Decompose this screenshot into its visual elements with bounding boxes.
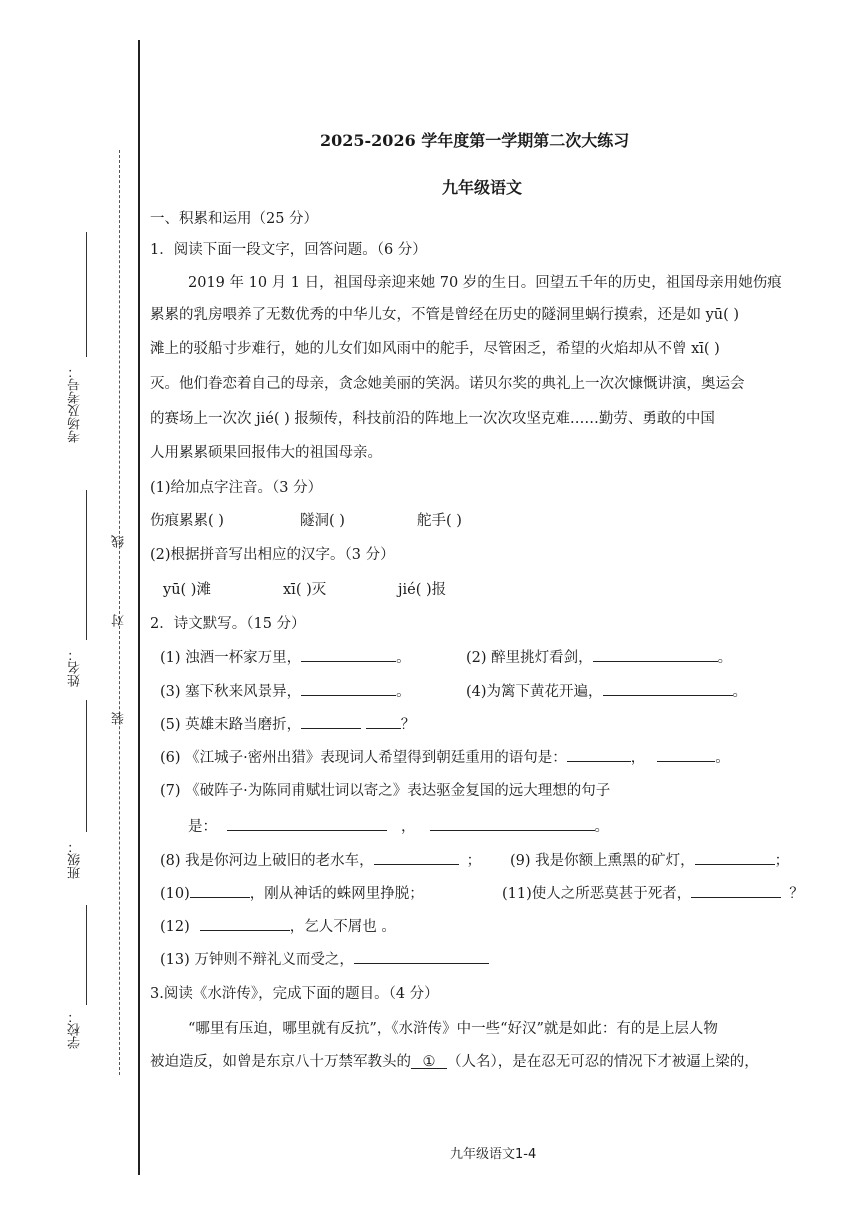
answer-blank[interactable] xyxy=(593,647,718,662)
recite-line-1 xyxy=(160,646,411,667)
recite-mid: ， xyxy=(401,819,416,835)
passage-line: 灭。他们眷恋着自己的母亲，贪念她美丽的笑涡。诺贝尔奖的典礼上一次次慷慨讲演，奥运会 xyxy=(150,376,745,392)
recite-end: ？ xyxy=(789,886,804,902)
answer-blank[interactable] xyxy=(227,816,387,831)
recite-prompt: (3) 塞下秋来风景异， xyxy=(160,684,302,700)
recite-prompt: (2) 醉里挑灯看剑， xyxy=(466,650,593,666)
answer-blank[interactable] xyxy=(301,647,396,662)
recite-line-3 xyxy=(160,680,411,701)
hanzi-item[interactable]: yū( )滩 xyxy=(163,582,211,598)
passage-line: 滩上的驳船寸步难行，她的儿女们如风雨中的舵手，尽管困乏，希望的火焰却从不曾 xī( ) xyxy=(150,341,720,357)
subquestion-1-heading: (1)给加点字注音。（3 分） xyxy=(150,480,323,496)
recite-line-8 xyxy=(160,849,481,870)
answer-blank[interactable] xyxy=(695,850,775,865)
q3-passage-text: 被迫造反，如曾是东京八十万禁军教头的 xyxy=(150,1054,411,1070)
answer-blank[interactable] xyxy=(301,714,361,729)
recite-prompt: (8) 我是你河边上破旧的老水车， xyxy=(160,853,374,869)
recite-prompt: 是： xyxy=(188,819,217,835)
recite-line-12 xyxy=(160,915,396,936)
name-blank[interactable] xyxy=(86,490,87,640)
passage-line: 的赛场上一次次 jié( ) 报频传，科技前沿的阵地上一次次攻坚克难……勤劳、勇敢的中国 xyxy=(150,411,715,427)
answer-blank[interactable] xyxy=(657,747,715,762)
recite-line-5 xyxy=(160,713,415,734)
recite-line-13 xyxy=(160,948,489,969)
hanzi-item[interactable]: xī( )灭 xyxy=(283,582,327,598)
answer-blank[interactable] xyxy=(190,883,250,898)
recite-end: ，刚从神话的蛛网里挣脱； xyxy=(249,886,424,902)
recite-mid: ， xyxy=(630,750,646,766)
answer-blank[interactable] xyxy=(603,681,733,696)
recite-line-11 xyxy=(502,882,804,903)
answer-blank[interactable] xyxy=(301,681,396,696)
question-3-heading: 3.阅读《水浒传》，完成下面的题目。（4 分） xyxy=(150,986,439,1002)
class-blank[interactable] xyxy=(86,700,87,832)
recite-end: ； xyxy=(466,853,482,869)
pinyin-item[interactable]: 舵手( ) xyxy=(417,513,462,529)
answer-blank[interactable] xyxy=(567,747,631,762)
pinyin-item[interactable]: 伤痕累累( ) xyxy=(150,513,224,529)
question-1-heading: 1．阅读下面一段文字，回答问题。（6 分） xyxy=(150,242,427,258)
recite-line-6 xyxy=(160,746,730,767)
answer-blank[interactable] xyxy=(430,816,595,831)
recite-line-10 xyxy=(160,882,424,903)
recite-prompt: (6) 《江城子·密州出猎》表现词人希望得到朝廷重用的语句是： xyxy=(160,750,567,766)
recite-prompt: (5) 英雄末路当磨折， xyxy=(160,717,302,733)
name-label: 姓名： xyxy=(68,648,83,687)
answer-blank[interactable] xyxy=(354,949,489,964)
recite-prompt: (11)使人之所恶莫甚于死者， xyxy=(502,886,692,902)
blank-label: ① xyxy=(422,1054,436,1070)
recite-prompt: (12) xyxy=(160,919,190,935)
recite-prompt: (9) 我是你额上熏黑的矿灯， xyxy=(510,853,695,869)
recite-end: 。 xyxy=(594,819,609,835)
exam-room-blank[interactable] xyxy=(86,232,87,357)
page-title: 2025-2026 学年度第一学期第二次大练习 xyxy=(320,131,630,150)
recite-line-9 xyxy=(510,849,789,870)
q3-passage-line: “哪里有压迫，哪里就有反抗”，《水浒传》中一些“好汉”就是如此：有的是上层人物 xyxy=(188,1021,718,1037)
passage-line: 2019 年 10 月 1 日，祖国母亲迎来她 70 岁的生日。回望五千年的历史，祖国母亲用她伤痕 xyxy=(188,275,782,291)
recite-end: ，乞人不屑也 。 xyxy=(289,919,396,935)
recite-line-2 xyxy=(466,646,732,667)
school-blank[interactable] xyxy=(86,905,87,1005)
recite-end: ； xyxy=(774,853,790,869)
recite-prompt: (10) xyxy=(160,886,190,902)
q3-passage-tail: （人名），是在忍无可忍的情况下才被逼上梁的， xyxy=(447,1054,759,1070)
answer-blank[interactable] xyxy=(366,714,401,729)
passage-line: 人用累累硕果回报伟大的祖国母亲。 xyxy=(150,445,382,461)
recite-end: 。 xyxy=(715,750,730,766)
binding-solid-line xyxy=(138,40,140,1175)
recite-line-7b xyxy=(188,815,609,836)
recite-line-4 xyxy=(466,680,747,701)
seal-bind-char: 装 xyxy=(112,712,127,725)
q3-passage-line xyxy=(150,1050,759,1071)
section-heading: 一、积累和运用（25 分） xyxy=(150,211,319,227)
recite-end: 。 xyxy=(717,650,733,666)
recite-prompt: (13) 万钟则不辩礼义而受之， xyxy=(160,952,354,968)
page-footer: 九年级语文1-4 xyxy=(450,1147,537,1162)
answer-blank[interactable] xyxy=(374,850,459,865)
seal-pair-char: 对 xyxy=(112,614,127,627)
passage-line: 累累的乳房喂养了无数优秀的中华儿女，不管是曾经在历史的隧洞里蜗行摸索，还是如 yū( ) xyxy=(150,307,740,323)
class-label: 班级： xyxy=(68,840,83,879)
recite-prompt: (1) 浊酒一杯家万里， xyxy=(160,650,302,666)
hanzi-item[interactable]: jié( )报 xyxy=(398,582,447,598)
subquestion-2-heading: (2)根据拼音写出相应的汉字。（3 分） xyxy=(150,547,395,563)
seal-line-char: 线 xyxy=(112,535,127,548)
recite-end: 。 xyxy=(396,650,411,666)
answer-blank[interactable] xyxy=(691,883,781,898)
school-label: 学校： xyxy=(68,1010,83,1049)
answer-blank[interactable] xyxy=(411,1054,447,1069)
recite-line-7: (7) 《破阵子·为陈同甫赋壮词以寄之》表达驱金复国的远大理想的句子 xyxy=(160,783,611,799)
exam-room-label: 考场及考号： xyxy=(68,365,83,443)
recite-end: ？ xyxy=(400,717,416,733)
recite-prompt: (4)为篱下黄花开遍， xyxy=(466,684,603,700)
binding-dashed-line xyxy=(119,150,120,1075)
recite-end: 。 xyxy=(396,684,411,700)
question-2-heading: 2．诗文默写。（15 分） xyxy=(150,616,306,632)
answer-blank[interactable] xyxy=(200,916,290,931)
page-subtitle: 九年级语文 xyxy=(442,178,523,197)
pinyin-item[interactable]: 隧洞( ) xyxy=(300,513,345,529)
recite-end: 。 xyxy=(732,684,748,700)
